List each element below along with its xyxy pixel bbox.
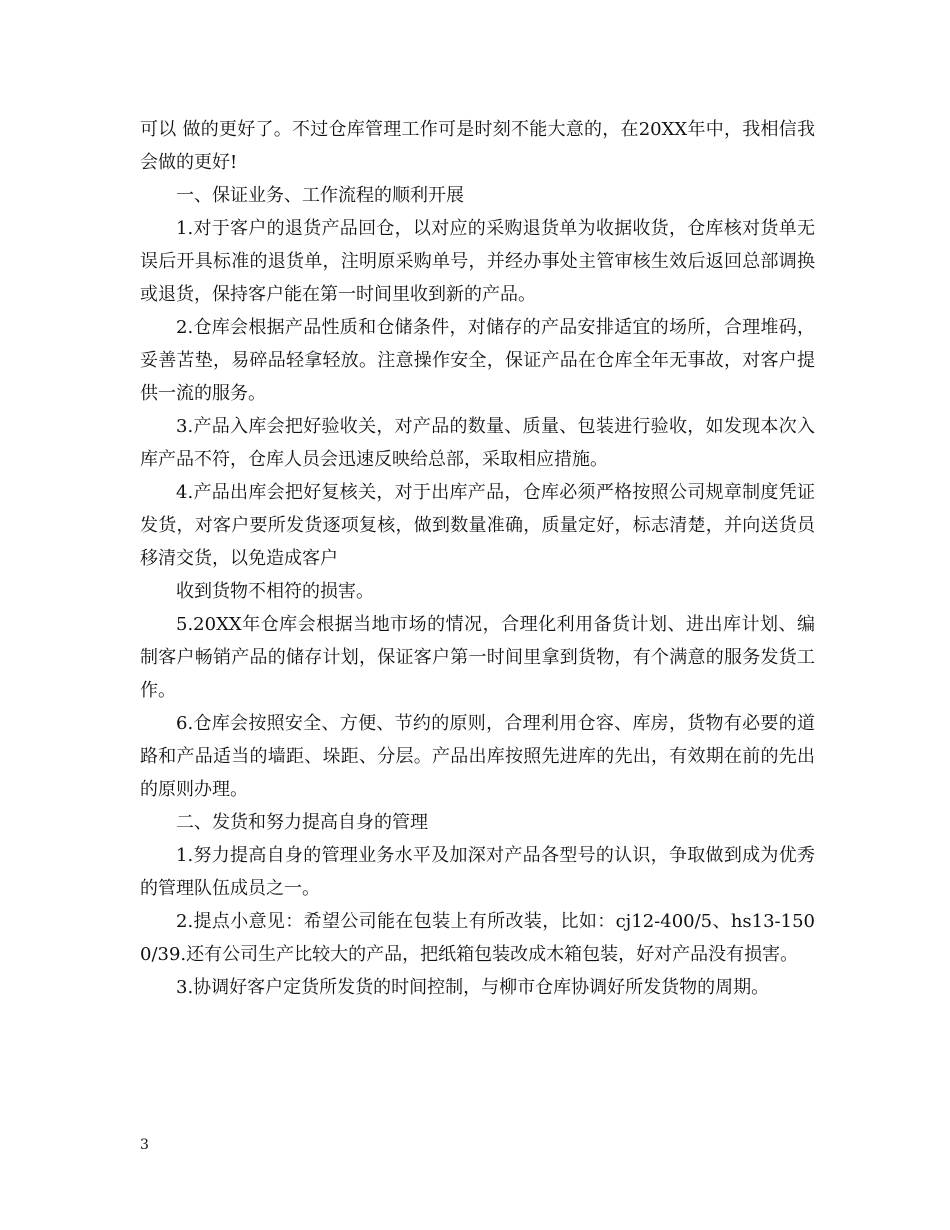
document-body	[140, 113, 815, 1004]
paragraph-2-1: 1.努力提高自身的管理业务水平及加深对产品各型号的认识，争取做到成为优秀的管理队伍成员之一。	[140, 845, 815, 899]
paragraph-2-2: 2.提点小意见：希望公司能在包装上有所改装，比如：cj12-400/5、hs13-1500/39.还有公司生产比较大的产品，把纸箱包装改成木箱包装，好对产品没有损害。	[140, 911, 815, 965]
paragraph-2-3: 3.协调好客户定货所发货的时间控制，与柳市仓库协调好所发货物的周期。	[176, 977, 770, 998]
paragraph-1-3: 3.产品入库会把好验收关，对产品的数量、质量、包装进行验收，如发现本次入库产品不符，仓库人员会迅速反映给总部，采取相应措施。	[140, 416, 815, 470]
paragraph-1-1: 1.对于客户的退货产品回仓，以对应的采购退货单为收据收货，仓库核对货单无误后开具标准的退货单，注明原采购单号，并经办事处主管审核生效后返回总部调换或退货，保持客户能在第一时间里收到新的产品。	[140, 218, 815, 305]
page-number: 3	[140, 1137, 149, 1153]
paragraph-1-5: 5.20XX年仓库会根据当地市场的情况，合理化利用备货计划、进出库计划、编制客户畅销产品的储存计划，保证客户第一时间里拿到货物，有个满意的服务发货工作。	[140, 614, 815, 701]
paragraph-intro: 可以 做的更好了。不过仓库管理工作可是时刻不能大意的，在20XX年中，我相信我会做的更好!	[140, 119, 815, 173]
section-heading-1: 一、保证业务、工作流程的顺利开展	[176, 185, 464, 206]
paragraph-1-4: 4.产品出库会把好复核关，对于出库产品，仓库必须严格按照公司规章制度凭证发货，对客户要所发货逐项复核，做到数量准确，质量定好，标志清楚，并向送货员移清交货，以免造成客户	[140, 482, 815, 569]
paragraph-1-6: 6.仓库会按照安全、方便、节约的原则，合理利用仓容、库房，货物有必要的道路和产品适当的墙距、垛距、分层。产品出库按照先进库的先出，有效期在前的先出的原则办理。	[140, 713, 815, 800]
section-heading-2: 二、发货和努力提高自身的管理	[176, 812, 428, 833]
paragraph-1-2: 2.仓库会根据产品性质和仓储条件，对储存的产品安排适宜的场所，合理堆码，妥善苫垫，易碎品轻拿轻放。注意操作安全，保证产品在仓库全年无事故，对客户提供一流的服务。	[140, 317, 815, 404]
paragraph-1-4-continued: 收到货物不相符的损害。	[176, 581, 374, 602]
